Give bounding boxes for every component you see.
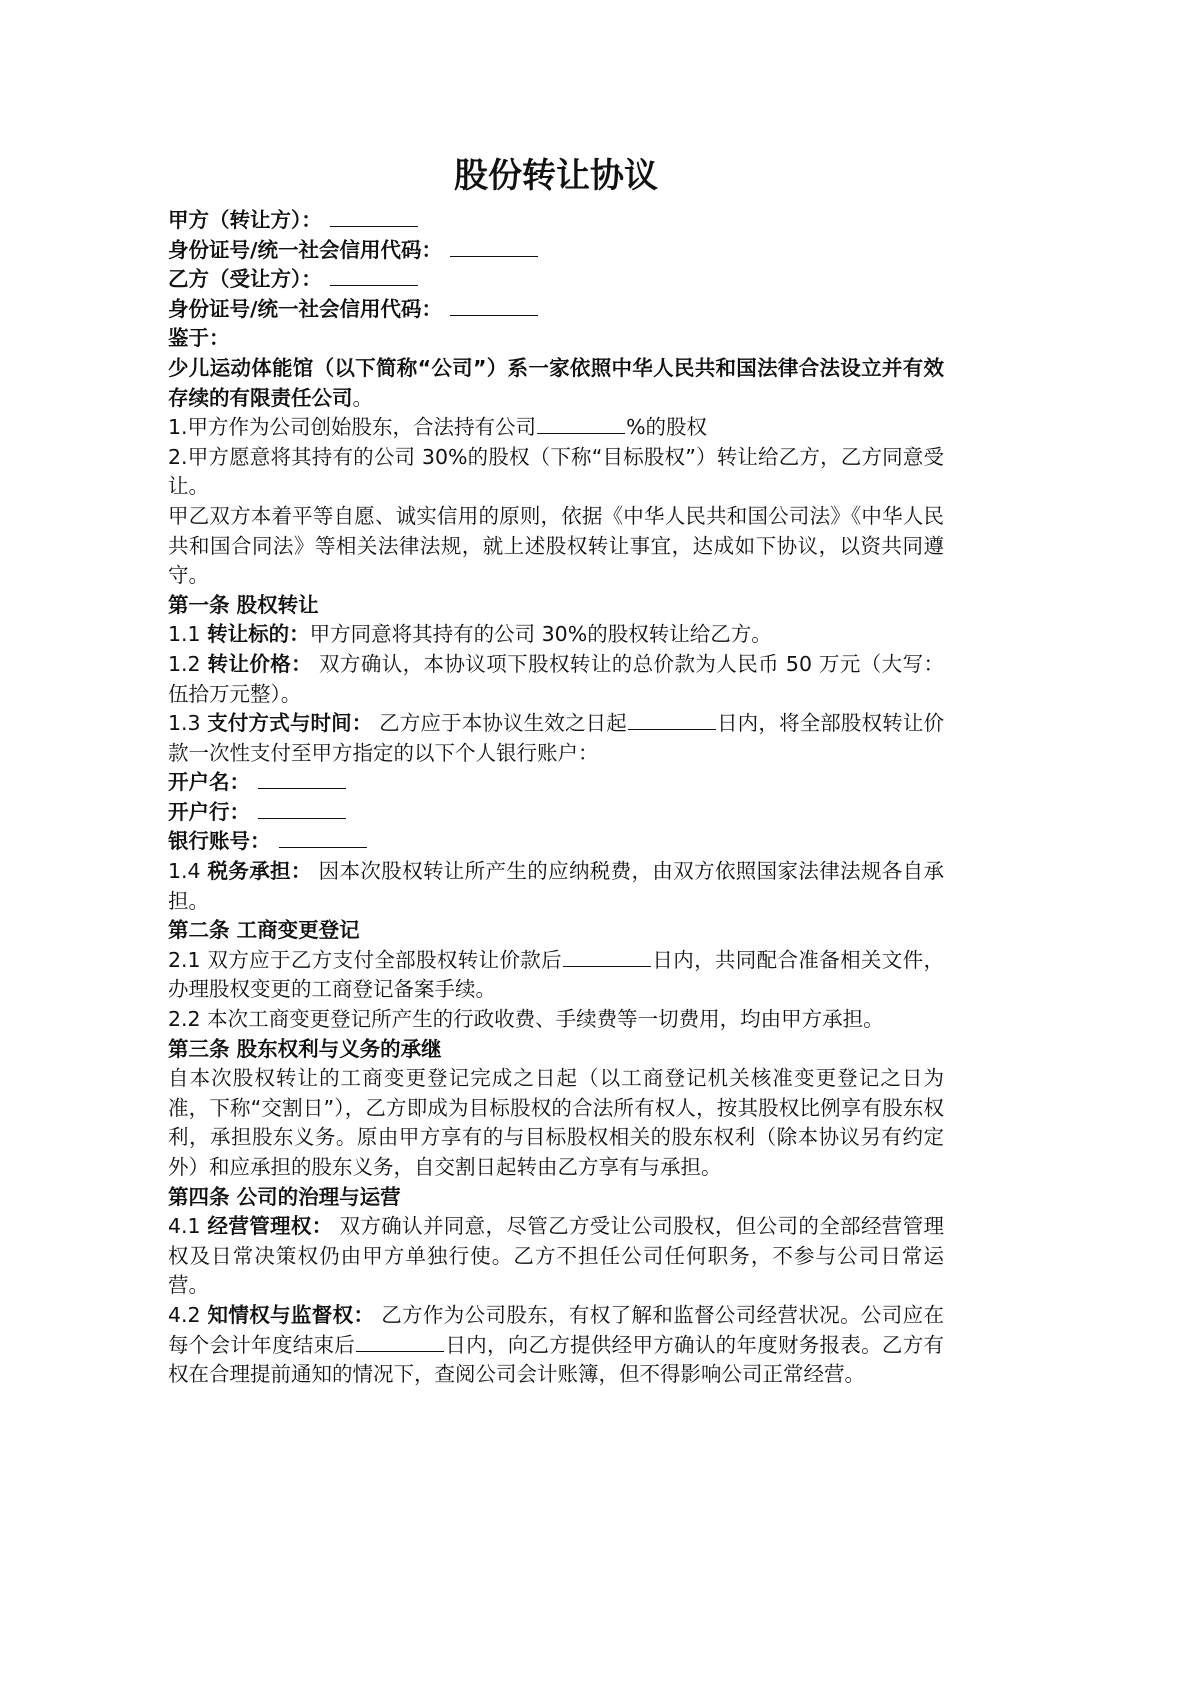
clause-1-4: [168, 857, 944, 916]
account-number-label: 银行账号：: [168, 829, 271, 854]
account-bank-label: 开户行：: [168, 799, 250, 824]
clause-text: 双方确认，本协议项下股权转让的总价款为人民币 50 万元（大写：伍拾万元整）。: [168, 651, 944, 706]
shareholding-percent-blank[interactable]: [537, 413, 625, 434]
party-a-id-line: [168, 236, 944, 266]
document-page: [168, 148, 944, 1390]
whereas-item-2: 2.甲方愿意将其持有的公司 30%的股权（下称“目标股权”）转让给乙方，乙方同意受让。: [168, 444, 944, 499]
whereas-item-1-before: 1.甲方作为公司创始股东，合法持有公司: [168, 415, 537, 440]
party-b-id-label: 身份证号/统一社会信用代码：: [168, 296, 442, 321]
clause-2-2: 2.2 本次工商变更登记所产生的行政收费、手续费等一切费用，均由甲方承担。: [168, 1007, 884, 1032]
clause-4-1: [168, 1212, 944, 1301]
account-name-line: [168, 768, 944, 798]
article-4-heading: 第四条 公司的治理与运营: [168, 1184, 401, 1209]
article-2-heading: 第二条 工商变更登记: [168, 918, 360, 943]
clause-number: 4.2: [168, 1302, 208, 1327]
account-number-blank[interactable]: [279, 827, 367, 848]
clause-text: 日内，向乙方提供经甲方确认的年度财务报表。乙方有权在合理提前通知的情况下，查阅公司会计账簿，但不得影响公司正常经营。: [168, 1332, 945, 1387]
account-number-line: [168, 827, 944, 857]
whereas-item-1-after: %的股权: [626, 415, 708, 440]
clause-label: 支付方式与时间：: [207, 711, 373, 736]
account-name-blank[interactable]: [258, 768, 346, 789]
party-a-label: 甲方（转让方）：: [168, 208, 322, 232]
payment-days-blank[interactable]: [628, 709, 716, 730]
clause-label: 经营管理权：: [207, 1214, 333, 1239]
party-a-id-label: 身份证号/统一社会信用代码：: [168, 237, 442, 262]
clause-number: 4.1: [168, 1214, 208, 1239]
party-b-line: [168, 265, 944, 295]
whereas-item-1: [168, 413, 944, 443]
preamble: 甲乙双方本着平等自愿、诚实信用的原则，依据《中华人民共和国公司法》《中华人民共和国合同法》等相关法律法规，就上述股权转让事宜，达成如下协议，以资共同遵守。: [168, 503, 944, 588]
clause-2-1: [168, 946, 944, 1005]
party-a-blank[interactable]: [330, 206, 418, 227]
clause-text: 双方确认并同意，尽管乙方受让公司股权，但公司的全部经营管理权及日常决策权仍由甲方单独行使。乙方不担任公司任何职务，不参与公司日常运营。: [168, 1214, 945, 1298]
report-days-blank[interactable]: [356, 1331, 444, 1352]
party-b-id-blank[interactable]: [450, 295, 538, 316]
clause-label: 知情权与监督权：: [207, 1302, 375, 1327]
clause-1-1: [168, 620, 944, 650]
account-bank-blank[interactable]: [258, 798, 346, 819]
clause-text: 日内，将全部股权转让价款一次性支付至甲方指定的以下个人银行账户：: [168, 711, 945, 765]
clause-number: 1.2: [168, 651, 208, 676]
company-statement: [168, 354, 944, 413]
account-bank-line: [168, 798, 944, 828]
clause-label: 税务承担：: [207, 859, 312, 884]
clause-text: 因本次股权转让所产生的应纳税费，由双方依照国家法律法规各自承担。: [168, 859, 945, 913]
registration-days-blank[interactable]: [563, 946, 651, 967]
party-a-line: [168, 206, 944, 236]
clause-text: 日内，共同配合准备相关文件，办理股权变更的工商登记备案手续。: [168, 947, 944, 1002]
article-3-heading: 第三条 股东权利与义务的承继: [168, 1036, 442, 1061]
party-b-id-line: [168, 295, 944, 325]
company-statement-end: 。: [352, 385, 373, 410]
clause-text: 乙方作为公司股东，有权了解和监督公司经营状况。公司应在每个会计年度结束后: [168, 1302, 945, 1357]
company-statement-text: 少儿运动体能馆（以下简称“公司”）系一家依照中华人民共和国法律合法设立并有效存续的有限责任公司: [168, 355, 944, 410]
clause-number: 1.3: [168, 711, 208, 736]
clause-text: 甲方同意将其持有的公司 30%的股权转让给乙方。: [309, 622, 772, 647]
clause-text: 2.1 双方应于乙方支付全部股权转让价款后: [168, 947, 563, 972]
party-b-label: 乙方（受让方）：: [168, 267, 322, 292]
clause-number: 1.4: [168, 859, 208, 884]
document-title: 股份转让协议: [454, 156, 658, 196]
account-name-label: 开户名：: [168, 770, 250, 795]
clause-text: 乙方应于本协议生效之日起: [372, 711, 627, 736]
article-1-heading: 第一条 股权转让: [168, 592, 319, 617]
clause-label: 转让价格：: [207, 651, 313, 676]
clause-number: 1.1: [168, 622, 208, 647]
clause-1-2: [168, 650, 944, 709]
article-3-text: 自本次股权转让的工商变更登记完成之日起（以工商登记机关核准变更登记之日为准，下称“交割日”），乙方即成为目标股权的合法所有权人，按其股权比例享有股东权利，承担股东义务。原由甲方享有的与目标股权相关的股东权利（除本协议另有约定外）和应承担的股东义务，自交割日起转由乙方享有与承担。: [168, 1066, 944, 1179]
clause-1-3: [168, 709, 944, 768]
whereas-label: 鉴于：: [168, 326, 230, 351]
clause-4-2: [168, 1301, 944, 1390]
clause-label: 转让标的：: [207, 622, 310, 647]
party-b-blank[interactable]: [330, 265, 418, 286]
party-a-id-blank[interactable]: [450, 236, 538, 257]
